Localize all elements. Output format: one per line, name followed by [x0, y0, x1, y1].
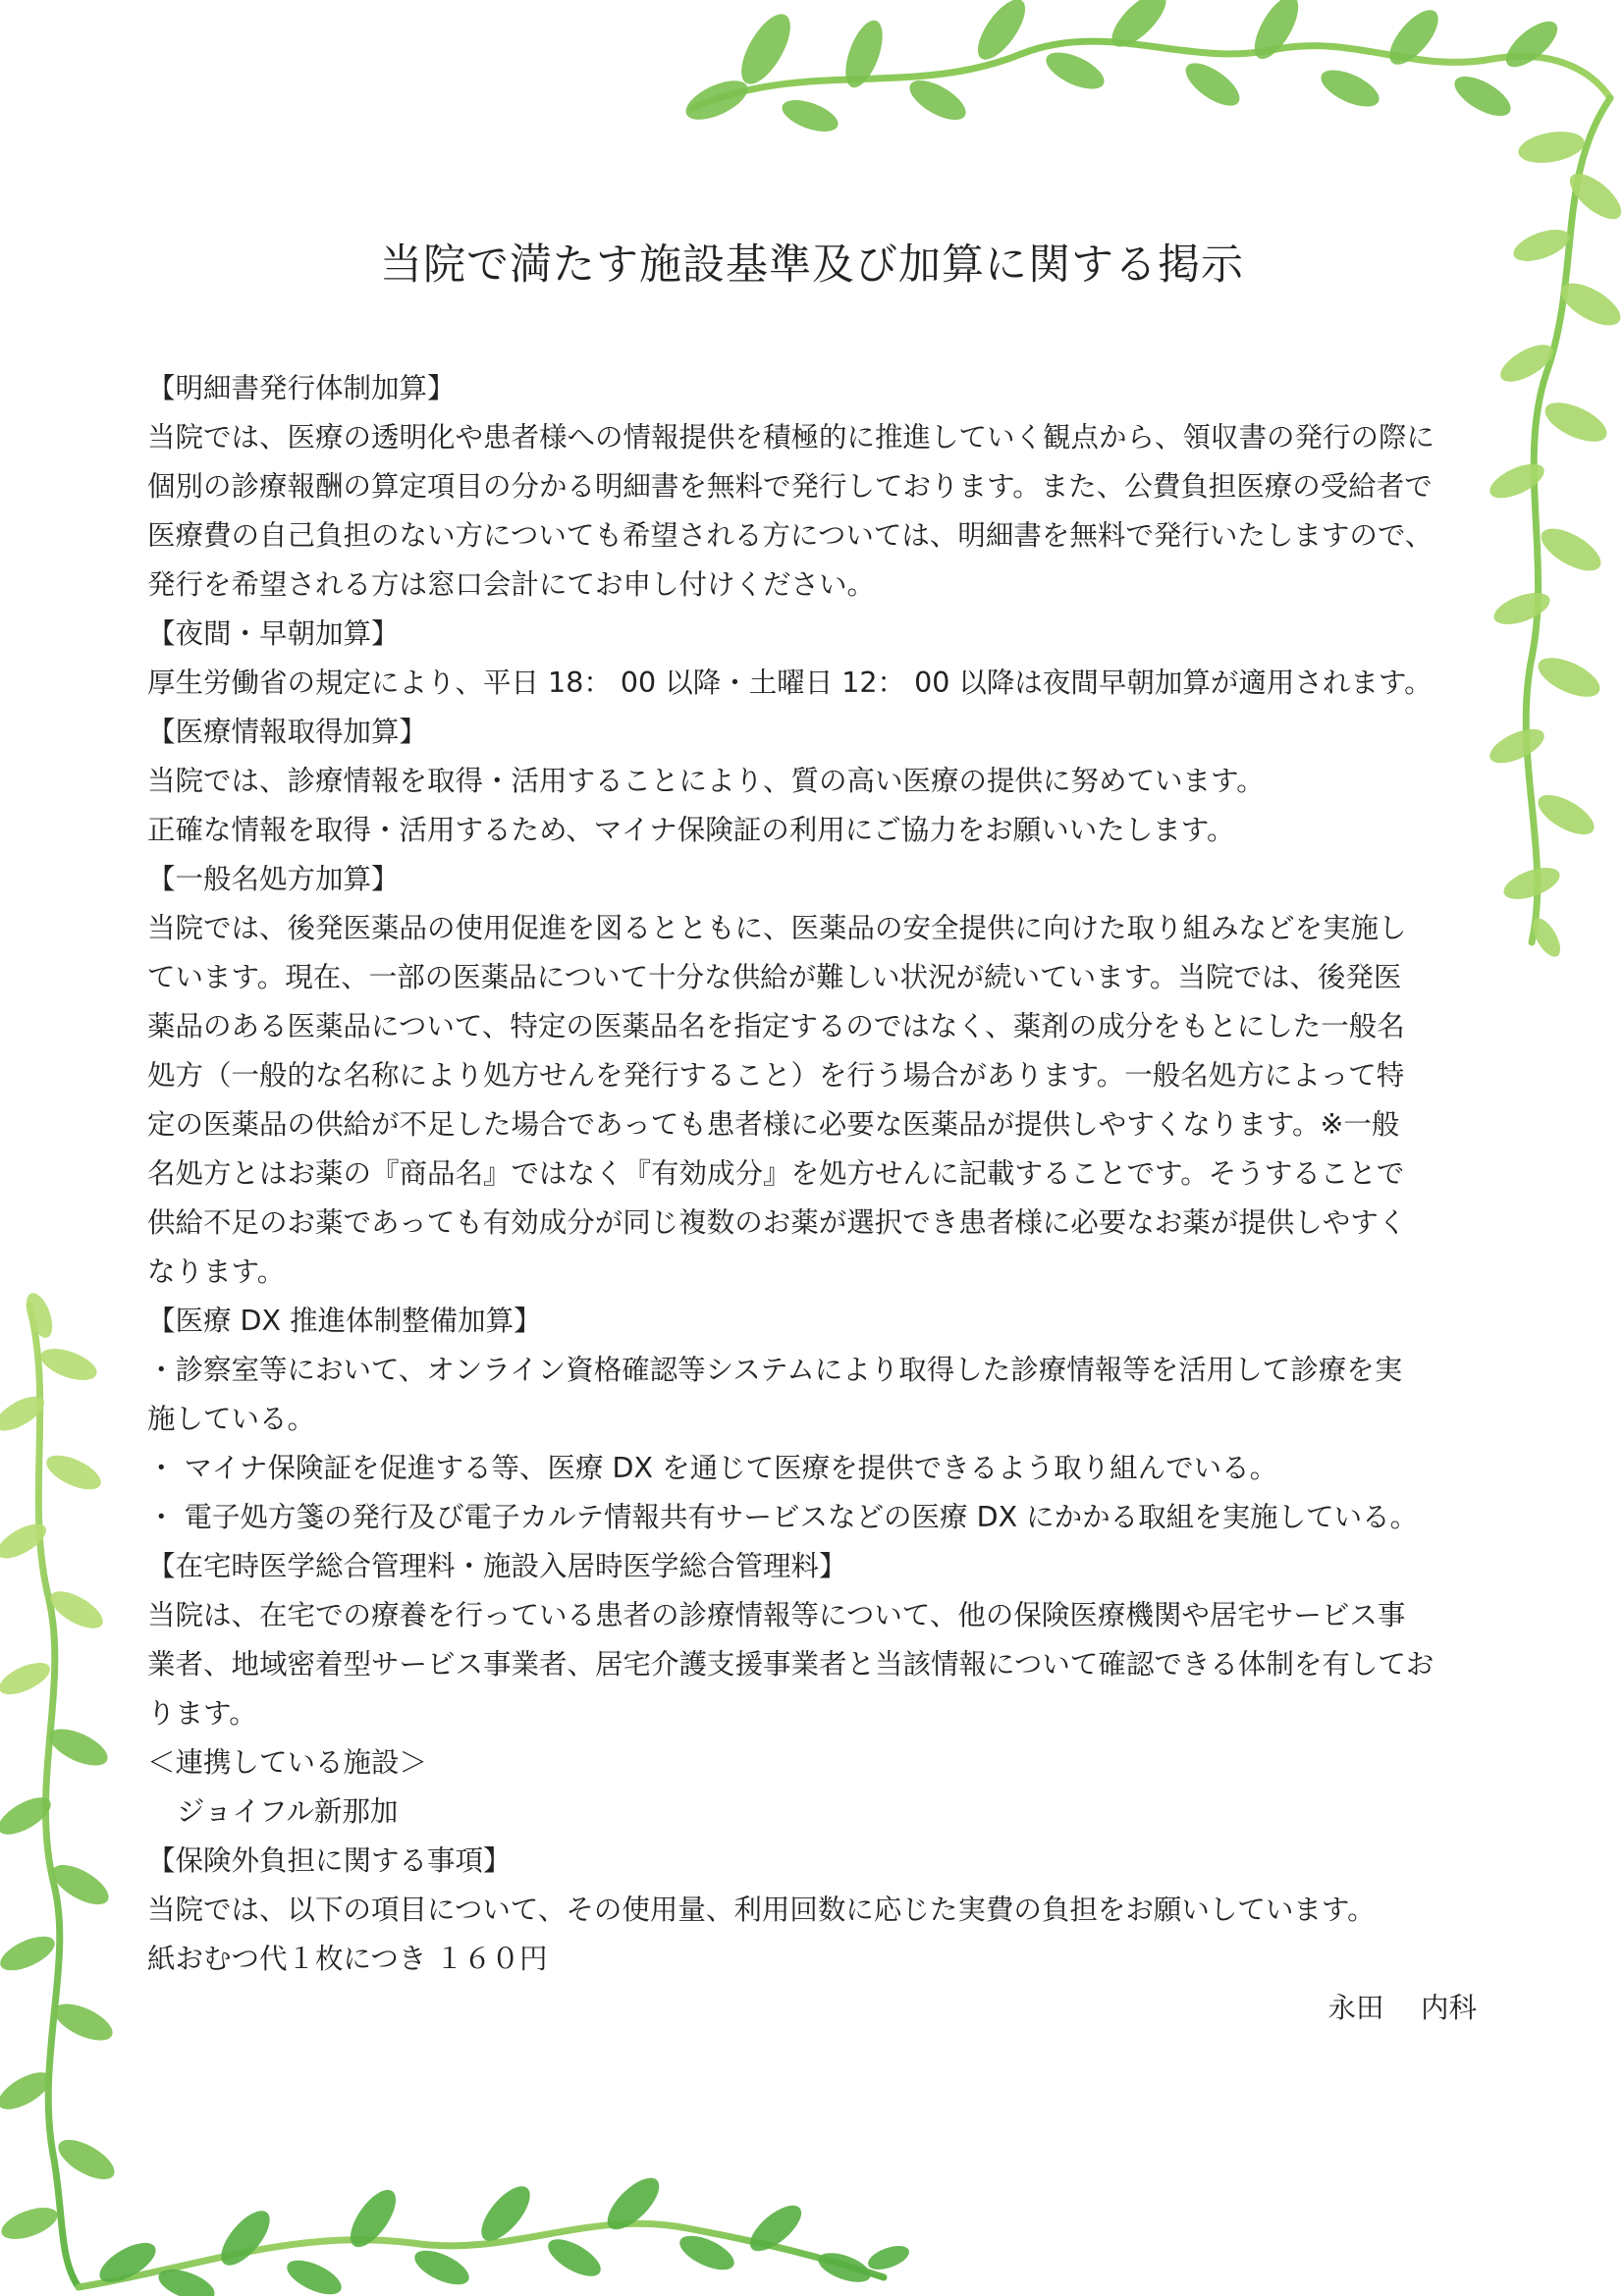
- home-care-text-line: 業者、地域密着型サービス事業者、居宅介護支援事業者と当該情報について確認できる体制を有してお: [147, 1648, 1435, 1681]
- itemized-receipt-text-line: 発行を希望される方は窓口会計にてお申し付けください。: [147, 568, 876, 601]
- section-heading-home-care-management: 【在宅時医学総合管理料・施設入居時医学総合管理料】: [147, 1550, 847, 1582]
- medical-dx-text-line: ・ マイナ保険証を促進する等、医療 DX を通じて医療を提供できるよう取り組んでいる。: [147, 1452, 1278, 1484]
- medical-dx-text-line: ・ 電子処方箋の発行及び電子カルテ情報共有サービスなどの医療 DX にかかる取組を実施している。: [147, 1501, 1419, 1533]
- medical-dx-text-line: 施している。: [147, 1403, 316, 1435]
- section-heading-non-insurance-charges: 【保険外負担に関する事項】: [147, 1844, 512, 1877]
- generic-prescription-text-line: 供給不足のお薬であっても有効成分が同じ複数のお薬が選択でき患者様に必要なお薬が提供しやすく: [147, 1206, 1407, 1239]
- generic-prescription-text-line: 名処方とはお薬の『商品名』ではなく『有効成分』を処方せんに記載することです。そうすることで: [147, 1157, 1405, 1190]
- generic-prescription-text-line: 当院では、後発医薬品の使用促進を図るとともに、医薬品の安全提供に向けた取り組みなどを実施し: [147, 912, 1407, 944]
- medical-dx-text-line: ・診察室等において、オンライン資格確認等システムにより取得した診療情報等を活用して診療を実: [147, 1354, 1403, 1386]
- section-heading-night-early-morning: 【夜間・早朝加算】: [147, 617, 400, 650]
- partner-facility-heading: ＜連携している施設＞: [147, 1746, 428, 1779]
- itemized-receipt-text-line: 医療費の自己負担のない方についても希望される方については、明細書を無料で発行いたしますので、: [147, 519, 1434, 552]
- generic-prescription-text-line: 定の医薬品の供給が不足した場合であっても患者様に必要な医薬品が提供しやすくなります。※一般: [147, 1108, 1400, 1141]
- section-heading-generic-prescription: 【一般名処方加算】: [147, 863, 400, 895]
- home-care-text-line: 当院は、在宅での療養を行っている患者の診療情報等について、他の保険医療機関や居宅サービス事: [147, 1599, 1406, 1631]
- section-heading-medical-dx: 【医療 DX 推進体制整備加算】: [147, 1305, 542, 1337]
- non-insurance-text-line: 当院では、以下の項目について、その使用量、利用回数に応じた実費の負担をお願いしています。: [147, 1894, 1376, 1926]
- generic-prescription-text-line: ています。現在、一部の医薬品について十分な供給が難しい状況が続いています。当院では、後発医: [147, 961, 1402, 993]
- itemized-receipt-text-line: 当院では、医療の透明化や患者様への情報提供を積極的に推進していく観点から、領収書の発行の際に: [147, 421, 1435, 454]
- partner-facility-name: ジョイフル新那加: [177, 1795, 399, 1828]
- medical-info-text-line: 正確な情報を取得・活用するため、マイナ保険証の利用にご協力をお願いいたします。: [147, 814, 1235, 846]
- night-early-morning-text-line: 厚生労働省の規定により、平日 18： 00 以降・土曜日 12： 00 以降は夜間早朝加算が適用されます。: [147, 667, 1433, 699]
- notice-body: [147, 364, 1483, 1984]
- clinic-signature: 永田 内科: [1327, 1992, 1477, 2024]
- medical-info-text-line: 当院では、診療情報を取得・活用することにより、質の高い医療の提供に努めています。: [147, 765, 1265, 797]
- section-heading-medical-info-acquisition: 【医療情報取得加算】: [147, 716, 428, 748]
- section-heading-itemized-receipt: 【明細書発行体制加算】: [147, 372, 456, 404]
- generic-prescription-text-line: なります。: [147, 1255, 286, 1288]
- home-care-text-line: ります。: [147, 1697, 257, 1730]
- generic-prescription-text-line: 処方（一般的な名称により処方せんを発行すること）を行う場合があります。一般名処方によって特: [147, 1059, 1405, 1092]
- generic-prescription-text-line: 薬品のある医薬品について、特定の医薬品名を指定するのではなく、薬剤の成分をもとにした一般名: [147, 1010, 1405, 1042]
- itemized-receipt-text-line: 個別の診療報酬の算定項目の分かる明細書を無料で発行しております。また、公費負担医療の受給者で: [147, 470, 1433, 503]
- diaper-fee-line: 紙おむつ代１枚につき １６０円: [147, 1943, 548, 1975]
- notice-title: 当院で満たす施設基準及び加算に関する掲示: [380, 240, 1244, 290]
